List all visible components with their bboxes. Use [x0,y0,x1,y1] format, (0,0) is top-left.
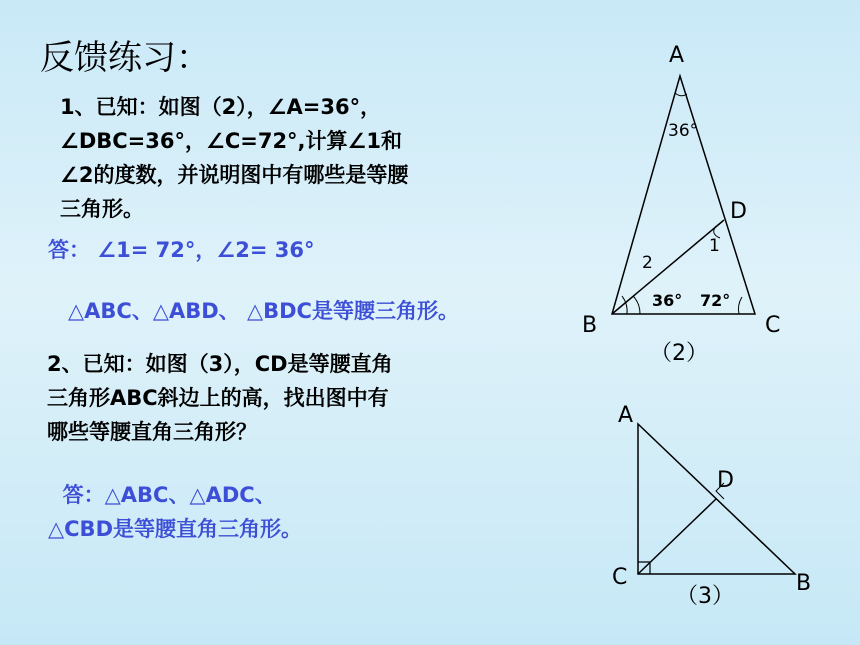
problem-2-answer-line: 答：△ABC、△ADC、 [48,483,276,507]
triangle-abc [612,76,755,314]
figure-3 [612,403,811,609]
label-c: C [612,565,628,590]
figure-3-caption: （3） [676,584,734,609]
label-angle-2: 2 [642,253,653,273]
label-a: A [669,43,685,68]
problem-2-line: 哪些等腰直角三角形？ [47,420,257,444]
figure-2-caption: （2） [650,341,708,366]
label-b: B [796,571,812,596]
problem-1-line: ∠DBC=36°，∠C=72°,计算∠1和 [60,129,402,153]
problem-1-line: 1、已知：如图（2），∠A=36°， [60,95,382,119]
label-angle-c: 72° [700,291,731,310]
problem-1-answer-triangles: △ABC、△ABD、 △BDC是等腰三角形。 [68,299,459,323]
label-angle-a: 36° [668,121,699,141]
label-a: A [618,403,634,428]
angle-c-arc [738,297,742,314]
figure-2 [582,43,780,366]
problem-1-line: ∠2的度数，并说明图中有哪些是等腰 [60,163,409,187]
problem-1-answer-angles: 答： ∠1= 72°，∠2= 36° [48,238,315,262]
problem-2-line: 三角形ABC斜边上的高，找出图中有 [47,386,389,410]
problem-2-answer-line: △CBD是等腰直角三角形。 [48,517,302,541]
problem-1-line: 三角形。 [60,197,144,221]
label-d: D [717,468,734,493]
page-title: 反馈练习： [40,38,210,78]
angle-dbc-arc [633,296,640,314]
label-b: B [582,313,598,338]
problem-2-line: 2、已知：如图（3），CD是等腰直角 [47,352,393,376]
label-angle-b: 36° [652,291,683,310]
label-angle-1: 1 [709,236,720,256]
label-d: D [730,199,747,224]
label-c: C [765,313,781,338]
